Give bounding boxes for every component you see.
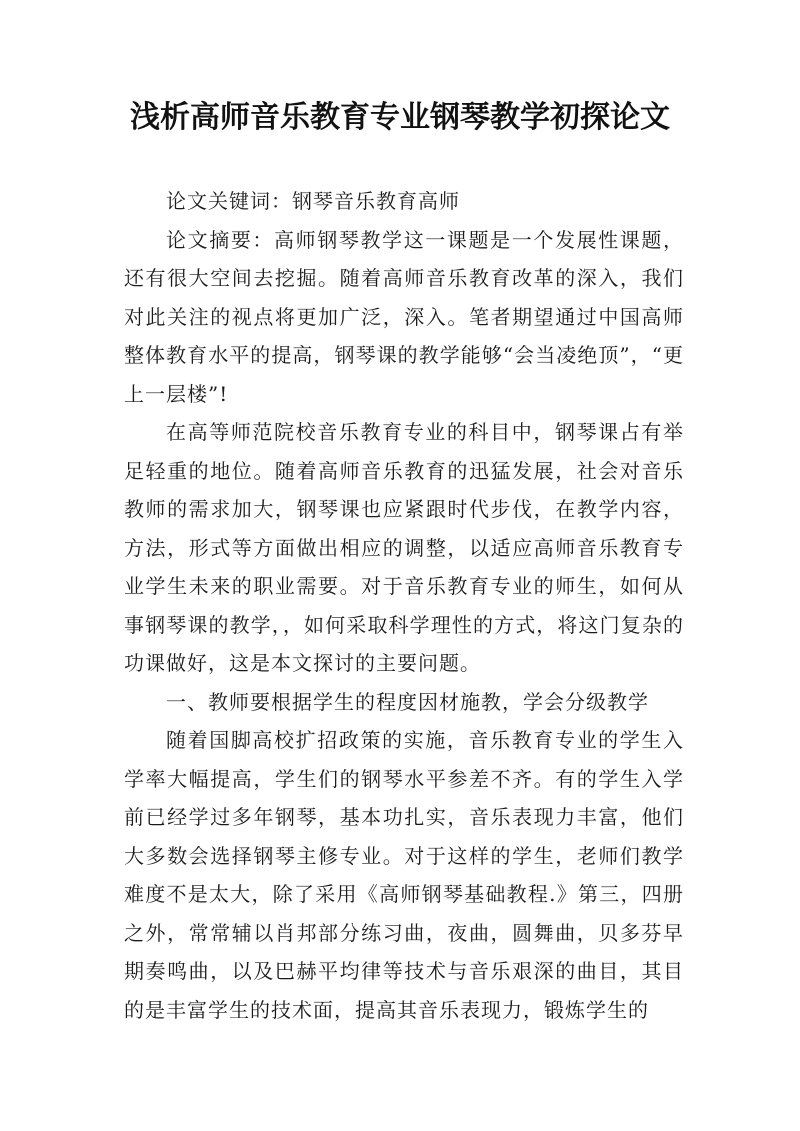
section-1-paragraph: 随着国脚高校扩招政策的实施，音乐教育专业的学生入学率大幅提高，学生们的钢琴水平参差不齐。有的学生入学前已经学过多年钢琴，基本功扎实，音乐表现力丰富，他们大多数会选择钢琴主修专业。对于这样的学生，老师们教学难度不是太大，除了采用《高师钢琴基础教程.》第三，四册之外，常常辅以肖邦部分练习曲，夜曲，圆舞曲，贝多芬早期奏鸣曲，以及巴赫平均律等技术与音乐艰深的曲目，其目的是丰富学生的技术面，提高其音乐表现力，锻炼学生的 (124, 728, 684, 1022)
abstract-paragraph: 论文摘要：高师钢琴教学这一课题是一个发展性课题，还有很大空间去挖掘。随着高师音乐教育改革的深入，我们对此关注的视点将更加广泛，深入。笔者期望通过中国高师整体教育水平的提高，钢琴课的教学能够“会当凌绝顶”，“更上一层楼”! (124, 227, 684, 406)
document-title: 浅析高师音乐教育专业钢琴教学初探论文 (130, 100, 670, 135)
document-body (124, 182, 684, 1029)
section-heading-1: 一、教师要根据学生的程度因材施教，学会分级教学 (166, 689, 649, 714)
intro-paragraph: 在高等师范院校音乐教育专业的科目中，钢琴课占有举足轻重的地位。随着高师音乐教育的迅猛发展，社会对音乐教师的需求加大，钢琴课也应紧跟时代步伐，在教学内容，方法，形式等方面做出相应的调整，以适应高师音乐教育专业学生未来的职业需要。对于音乐教育专业的师生，如何从事钢琴课的教学，，如何采取科学理性的方式，将这门复杂的功课做好，这是本文探讨的主要问题。 (124, 420, 684, 675)
keywords-paragraph: 论文关键词：钢琴音乐教育高师 (166, 189, 460, 213)
